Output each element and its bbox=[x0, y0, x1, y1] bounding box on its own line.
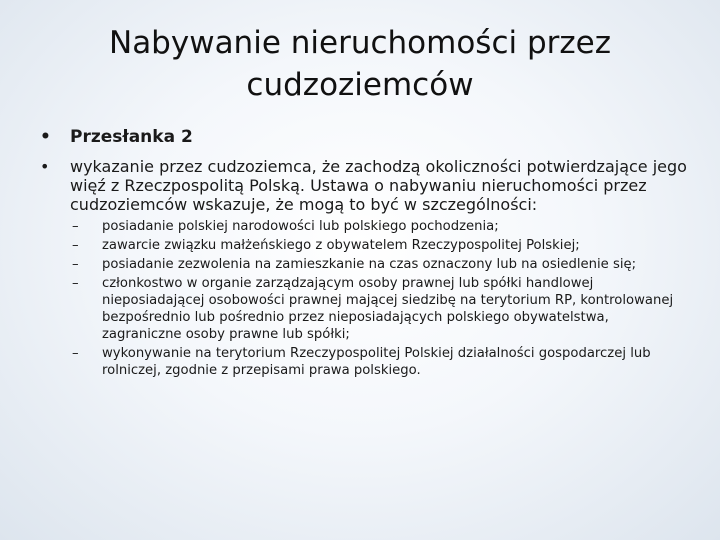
dash-glyph: – bbox=[72, 257, 79, 272]
sub-bullet-text: zawarcie związku małżeńskiego z obywatelem Rzeczypospolitej Polskiej; bbox=[102, 238, 580, 253]
sub-bullet-item bbox=[30, 237, 690, 254]
sub-bullet-item bbox=[30, 345, 690, 379]
dash-glyph: – bbox=[72, 276, 79, 291]
title-line-2: cudzoziemców bbox=[246, 67, 474, 103]
sub-bullet-text: wykonywanie na terytorium Rzeczypospolitej Polskiej działalności gospodarczej lub rolniczej, zgodnie z przepisami prawa polskiego. bbox=[102, 346, 651, 378]
bullet-glyph: • bbox=[40, 157, 50, 176]
sub-bullet-text: członkostwo w organie zarządzającym osoby prawnej lub spółki handlowej nieposiadającej osobowości prawnej mającej siedzibę na terytorium RP, kontrolowanej bezpośrednio lub pośrednio przez nieposiadających polskiego obywatelstwa, zagraniczne osoby prawne lub spółki; bbox=[102, 276, 674, 342]
bullet-item bbox=[30, 157, 690, 214]
dash-glyph: – bbox=[72, 219, 79, 234]
bullet-glyph: • bbox=[40, 127, 51, 147]
sub-bullet-text: posiadanie polskiej narodowości lub polskiego pochodzenia; bbox=[102, 219, 499, 234]
sub-bullet-item bbox=[30, 275, 690, 343]
sub-bullet-text: posiadanie zezwolenia na zamieszkanie na czas oznaczony lub na osiedlenie się; bbox=[102, 257, 637, 272]
sub-bullet-item bbox=[30, 256, 690, 273]
bullet-item bbox=[30, 128, 690, 147]
slide-content bbox=[30, 128, 690, 381]
bullet-text: Przesłanka 2 bbox=[70, 127, 193, 147]
slide-title bbox=[60, 22, 660, 106]
title-line-1: Nabywanie nieruchomości przez bbox=[109, 25, 611, 61]
dash-glyph: – bbox=[72, 238, 79, 253]
sub-bullet-item bbox=[30, 218, 690, 235]
sub-bullet-list bbox=[30, 218, 690, 379]
dash-glyph: – bbox=[72, 346, 79, 361]
bullet-text: wykazanie przez cudzoziemca, że zachodzą okoliczności potwierdzające jego więź z Rzeczpospolitą Polską. Ustawa o nabywaniu nieruchomości przez cudzoziemców wskazuje, że mogą to być w szczególności: bbox=[70, 157, 687, 214]
